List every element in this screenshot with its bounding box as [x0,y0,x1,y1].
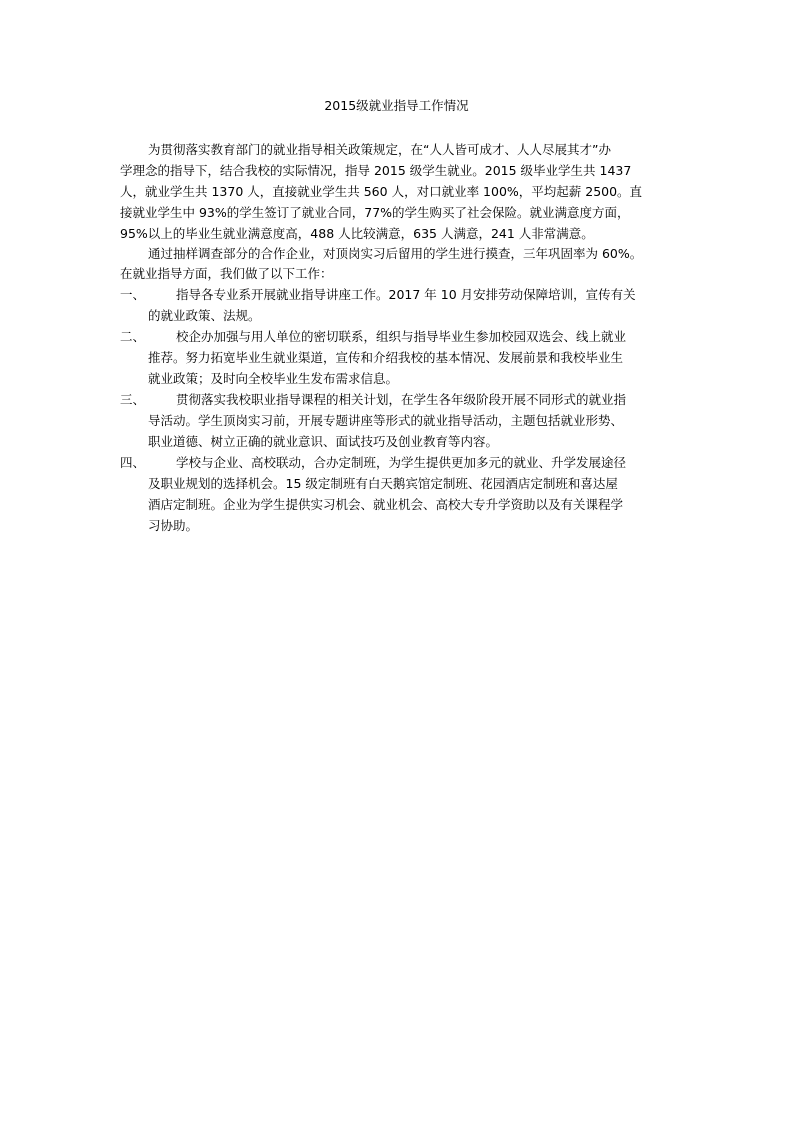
intro-line: 学理念的指导下，结合我校的实际情况，指导 2015 级学生就业。2015 级毕业学生共 1437 [120,163,632,178]
list-item-line: 导活动。学生顶岗实习前，开展专题讲座等形式的就业指导活动，主题包括就业形势、 [148,413,624,428]
list-item-number: 一、 [120,287,146,302]
list-item-line: 校企办加强与用人单位的密切联系，组织与指导毕业生参加校园双选会、线上就业 [176,329,627,344]
list-item-number: 四、 [120,455,146,470]
list-item-line: 酒店定制班。企业为学生提供实习机会、就业机会、高校大专升学资助以及有关课程学 [148,497,624,512]
list-item-number: 二、 [120,329,146,344]
intro-line: 95%以上的毕业生就业满意度高，488 人比较满意，635 人满意，241 人非常满意。 [120,226,594,241]
intro-line: 接就业学生中 93%的学生签订了就业合同，77%的学生购买了社会保险。就业满意度方面， [120,205,630,220]
list-item-number: 三、 [120,392,146,407]
survey-line: 在就业指导方面，我们做了以下工作： [120,266,333,281]
list-item-line: 的就业政策、法规。 [148,308,261,323]
list-item-line: 学校与企业、高校联动，合办定制班，为学生提供更加多元的就业、升学发展途径 [176,455,627,470]
list-item-line: 推荐。努力拓宽毕业生就业渠道，宣传和介绍我校的基本情况、发展前景和我校毕业生 [148,350,624,365]
list-item-line: 就业政策；及时向全校毕业生发布需求信息。 [148,371,399,386]
list-item-line: 职业道德、树立正确的就业意识、面试技巧及创业教育等内容。 [148,434,499,449]
list-item-line: 贯彻落实我校职业指导课程的相关计划，在学生各年级阶段开展不同形式的就业指 [176,392,627,407]
document-title: 2015级就业指导工作情况 [324,98,469,113]
intro-line: 为贯彻落实教育部门的就业指导相关政策规定，在“人人皆可成才、人人尽展其才”办 [148,142,611,157]
intro-line: 人，就业学生共 1370 人，直接就业学生共 560 人，对口就业率 100%，平均起薪 2500。直 [120,184,643,199]
list-item-line: 指导各专业系开展就业指导讲座工作。2017 年 10 月安排劳动保障培训，宣传有关 [176,287,636,302]
survey-line: 通过抽样调查部分的合作企业，对顶岗实习后留用的学生进行摸查，三年巩固率为 60%。 [148,246,643,261]
list-item-line: 及职业规划的选择机会。15 级定制班有白天鹅宾馆定制班、花园酒店定制班和喜达屋 [148,476,618,491]
list-item-line: 习协助。 [148,518,199,533]
